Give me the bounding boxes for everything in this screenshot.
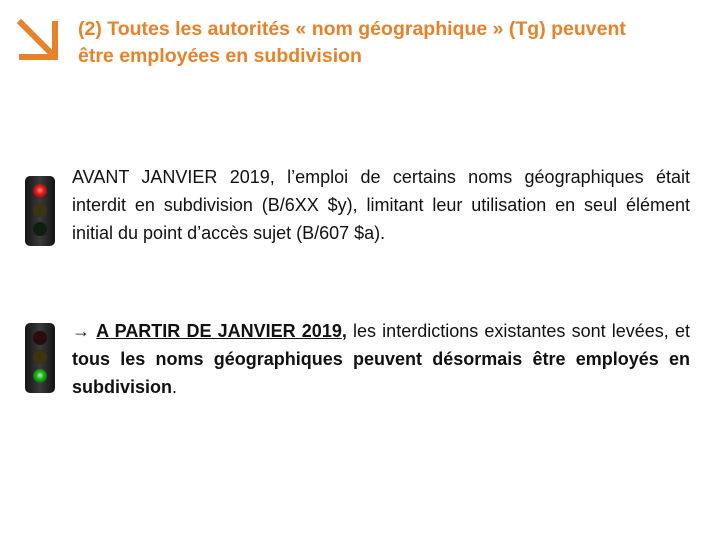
paragraph-after-end: . (172, 377, 178, 397)
paragraph-after-bold-text: tous les noms géographiques peuvent désormais être employés en subdivision (72, 349, 690, 397)
paragraph-after-middle: les interdictions existantes sont levées, et (346, 321, 690, 341)
arrow-down-right-icon (12, 14, 64, 66)
paragraph-before-text: AVANT JANVIER 2019, l’emploi de certains noms géographiques était interdit en subdivision (B/6XX $y), limitant leur utilisation en seul élément initial du point d’accès sujet (B/607 $a). (72, 167, 690, 243)
slide-title (78, 16, 696, 70)
title-line-2: être employées en subdivision (78, 45, 362, 67)
paragraph-after-comma: , (341, 321, 347, 341)
paragraph-after-2019 (72, 317, 690, 401)
right-arrow-icon: → (72, 321, 90, 341)
traffic-light-red-icon (22, 175, 58, 247)
title-line-1: (2) Toutes les autorités « nom géographique » (Tg) peuvent (78, 18, 626, 40)
paragraph-before-2019 (72, 163, 690, 247)
paragraph-after-heading: A PARTIR DE JANVIER 2019 (96, 321, 342, 341)
traffic-light-green-icon (22, 322, 58, 394)
